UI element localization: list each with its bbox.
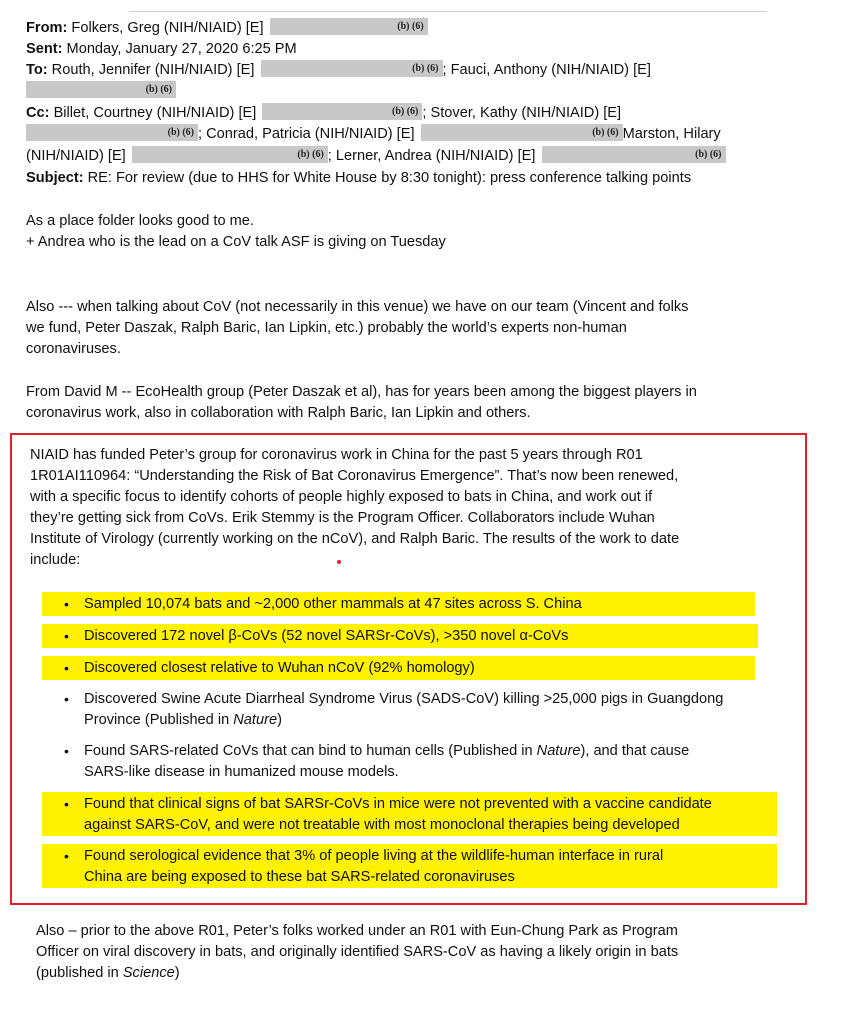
bullet-dot-icon: •	[64, 796, 69, 812]
subject-label: Subject:	[26, 170, 84, 186]
bullet-dot-icon: •	[64, 848, 69, 864]
redaction-block: (b) (6)	[261, 60, 443, 77]
text-line: Officer on viral discovery in bats, and originally identified SARS-CoV as having a likely origin in bats	[36, 944, 679, 960]
text-line: 1R01AI110964: “Understanding the Risk of Bat Coronavirus Emergence”. That’s now been renewed,	[30, 468, 679, 484]
redaction-block: (b) (6)	[421, 124, 623, 141]
top-divider	[130, 11, 766, 12]
cc-marston: Marston, Hilary	[622, 126, 721, 142]
from-label: From:	[26, 20, 68, 36]
bullet-text: Found that clinical signs of bat SARSr-CoVs in mice were not prevented with a vaccine candidate against SARS-CoV, and were not treatable with most monoclonal therapies being developed	[84, 796, 712, 833]
text-line: Institute of Virology (currently working on the nCoV), and Ralph Baric. The results of the work to date	[30, 531, 680, 547]
cc-line-3	[26, 146, 726, 167]
text-line: coronaviruses.	[26, 341, 121, 357]
bullet-dot-icon: •	[64, 743, 69, 759]
text-line: (published in Science)	[36, 965, 180, 981]
text-line: coronavirus work, also in collaboration with Ralph Baric, Ian Lipkin and others.	[26, 405, 531, 421]
sent-line	[26, 39, 297, 60]
bullet-text: Found SARS-related CoVs that can bind to human cells (Published in Nature), and that cause SARS-like disease in humanized mouse models.	[84, 743, 690, 780]
paragraph-experts	[26, 297, 806, 360]
text-line: From David M -- EcoHealth group (Peter Daszak et al), has for years been among the biggest players in	[26, 384, 697, 400]
bullet-dot-icon: •	[64, 660, 69, 676]
text-line: include:	[30, 552, 81, 568]
bullet-text: Discovered Swine Acute Diarrheal Syndrome Virus (SADS-CoV) killing >25,000 pigs in Guangdong Province (Published in Nature)	[84, 691, 724, 728]
text-line: + Andrea who is the lead on a CoV talk ASF is giving on Tuesday	[26, 234, 446, 250]
redaction-block: (b) (6)	[132, 146, 328, 163]
to-line-cont	[26, 81, 176, 102]
redaction-block: (b) (6)	[26, 81, 176, 98]
sent-label: Sent:	[26, 41, 63, 57]
to-label: To:	[26, 62, 48, 78]
cc-conrad: ; Conrad, Patricia (NIH/NIAID) [E]	[198, 126, 415, 142]
bullet-text: Discovered closest relative to Wuhan nCoV (92% homology)	[84, 660, 475, 676]
redaction-block: (b) (6)	[270, 18, 428, 35]
cc-lerner: ; Lerner, Andrea (NIH/NIAID) [E]	[327, 148, 536, 164]
cc-label: Cc:	[26, 105, 50, 121]
text-line: Also --- when talking about CoV (not necessarily in this venue) we have on our team (Vincent and folks	[26, 299, 689, 315]
bullet-text: Sampled 10,074 bats and ~2,000 other mammals at 47 sites across S. China	[84, 596, 582, 612]
cc-line	[26, 103, 621, 124]
redaction-block: (b) (6)	[262, 103, 422, 120]
text-line: Also – prior to the above R01, Peter’s folks worked under an R01 with Eun-Chung Park as Program	[36, 923, 678, 939]
paragraph-niaid-funding	[30, 445, 810, 571]
text-line: they’re getting sick from CoVs. Erik Stemmy is the Program Officer. Collaborators include Wuhan	[30, 510, 655, 526]
bullet-text: Discovered 172 novel β-CoVs (52 novel SARSr-CoVs), >350 novel α-CoVs	[84, 628, 569, 644]
text-line: with a specific focus to identify cohorts of people highly exposed to bats in China, and work out if	[30, 489, 653, 505]
text-line: NIAID has funded Peter’s group for coronavirus work in China for the past 5 years through R01	[30, 447, 643, 463]
from-line	[26, 18, 428, 39]
paragraph-intro	[26, 211, 806, 253]
text-line: As a place folder looks good to me.	[26, 213, 254, 229]
redaction-block: (b) (6)	[542, 146, 726, 163]
cc-stover: ; Stover, Kathy (NIH/NIAID) [E]	[422, 105, 622, 121]
cc-line-2	[26, 124, 721, 145]
bullet-dot-icon: •	[64, 596, 69, 612]
sent-value: Monday, January 27, 2020 6:25 PM	[66, 41, 297, 57]
to-line	[26, 60, 651, 81]
bullet-text: Found serological evidence that 3% of people living at the wildlife-human interface in rural China are being exposed to these bat SARS-related coronaviruses	[84, 848, 664, 885]
cc-marston-cont: (NIH/NIAID) [E]	[26, 148, 126, 164]
bullet-dot-icon: •	[64, 691, 69, 707]
subject-line	[26, 168, 691, 189]
bullet-dot-icon: •	[64, 628, 69, 644]
cc-billet: Billet, Courtney (NIH/NIAID) [E]	[53, 105, 257, 121]
subject-value: RE: For review (due to HHS for White House by 8:30 tonight): press conference talking points	[87, 170, 692, 186]
text-line: we fund, Peter Daszak, Ralph Baric, Ian Lipkin, etc.) probably the world’s experts non-human	[26, 320, 627, 336]
to-recipient-fauci: ; Fauci, Anthony (NIH/NIAID) [E]	[442, 62, 651, 78]
from-value: Folkers, Greg (NIH/NIAID) [E]	[71, 20, 264, 36]
to-recipient-routh: Routh, Jennifer (NIH/NIAID) [E]	[51, 62, 255, 78]
paragraph-prior-r01	[36, 921, 816, 984]
paragraph-ecohealth	[26, 382, 806, 424]
redaction-block: (b) (6)	[26, 124, 198, 141]
red-dot-mark	[337, 560, 341, 564]
